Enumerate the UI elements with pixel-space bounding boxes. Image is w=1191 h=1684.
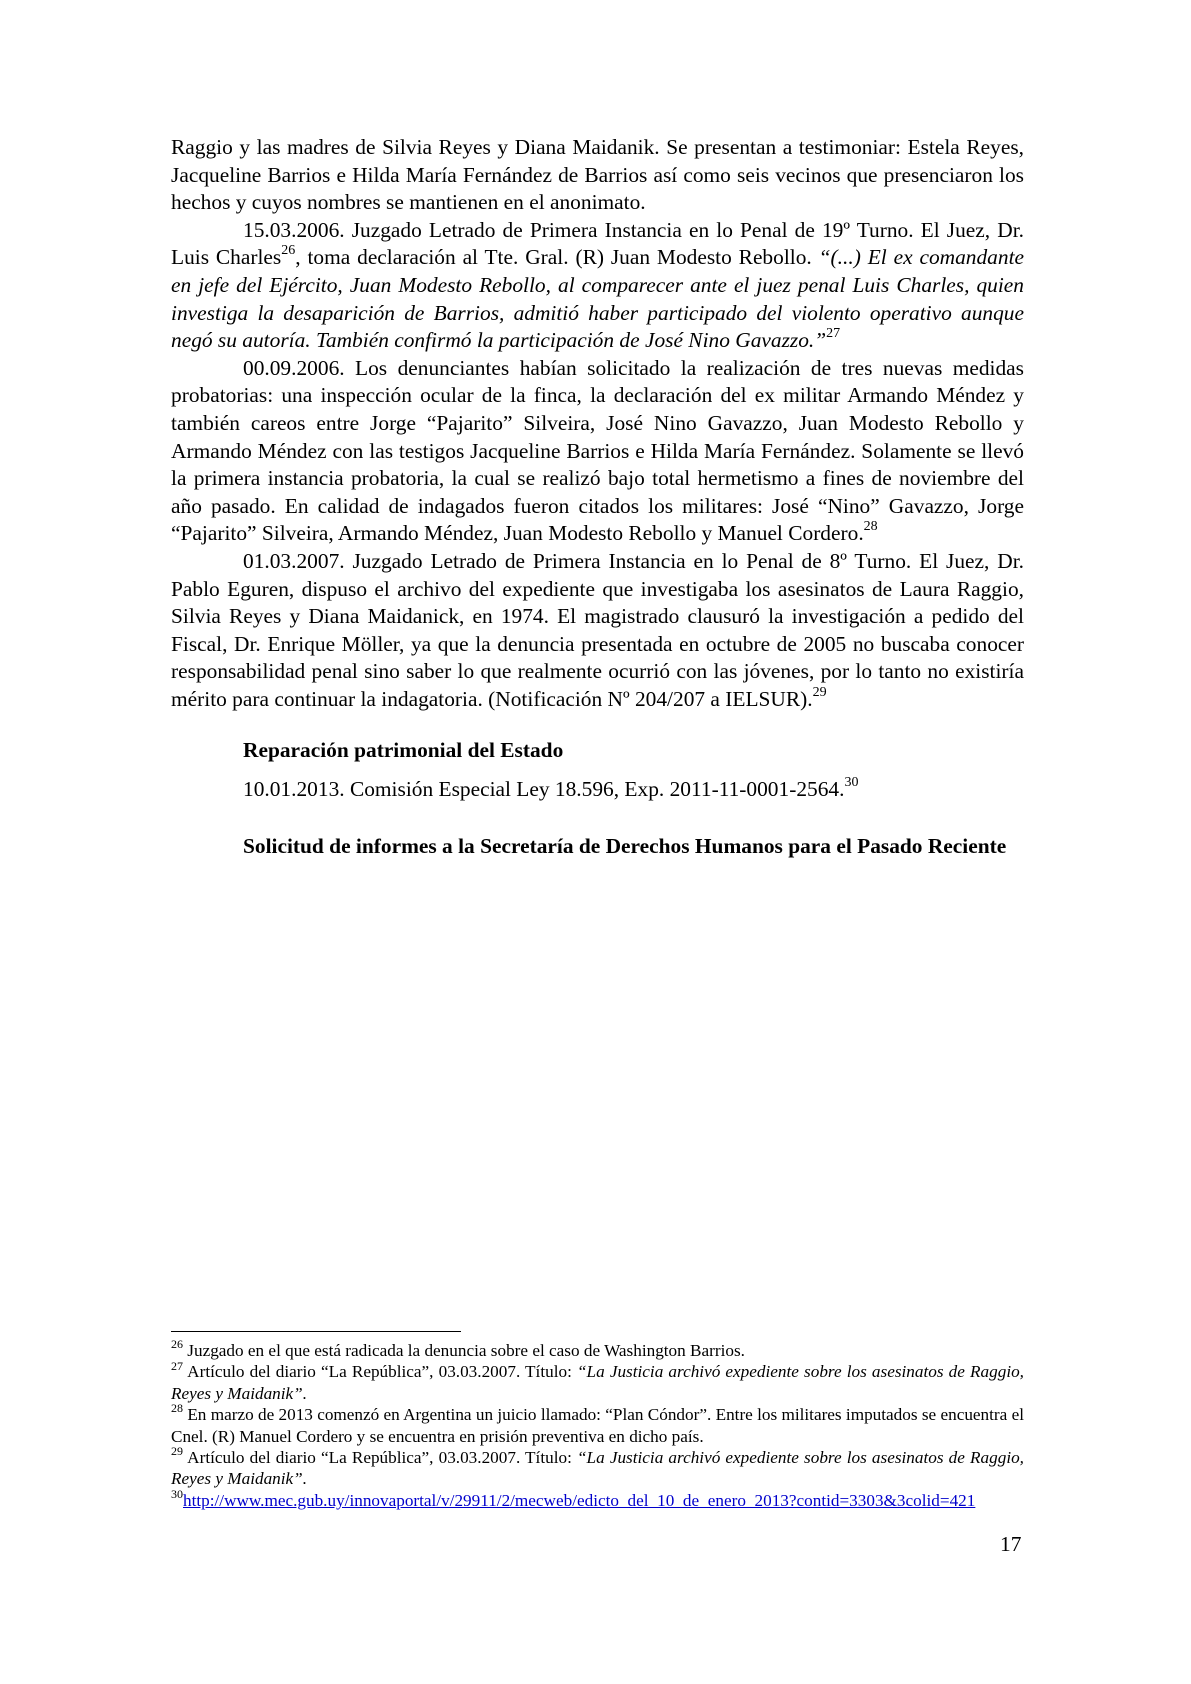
section-heading-solicitud: Solicitud de informes a la Secretaría de Derechos Humanos para el Pasado Reciente bbox=[243, 833, 1007, 858]
paragraph-continuation: Raggio y las madres de Silvia Reyes y Diana Maidanik. Se presentan a testimoniar: Estela Reyes, Jacqueline Barrios e Hilda María Fernández de Barrios así como seis vecinos que presenciaron los hechos y cuyos nombres se mantienen en el anonimato. bbox=[171, 135, 1024, 215]
footnote-number: 26 bbox=[171, 1337, 183, 1352]
quote-text: “(...) El ex comandante en jefe del Ejército, Juan Modesto Rebollo, al comparecer ante el juez penal Luis Charles, quien investiga la desaparición de Barrios, admitió haber participado del violento operativo aunque negó su autoría. También confirmó la participación de José Nino Gavazzo.” bbox=[171, 245, 1025, 353]
footnote-text: Artículo del diario “La República”, 03.03.2007. Título: bbox=[183, 1448, 577, 1468]
page-number: 17 bbox=[1000, 1532, 1022, 1556]
footnote-ref-27[interactable]: 27 bbox=[826, 326, 841, 342]
reparacion-entry bbox=[171, 776, 1024, 804]
footnote-30 bbox=[171, 1487, 1024, 1511]
footnote-ref-26[interactable]: 26 bbox=[281, 243, 296, 259]
footnote-link[interactable]: http://www.mec.gub.uy/innovaportal/v/29911/2/mecweb/edicto_del_10_de_enero_2013?contid=3303&3colid=421 bbox=[183, 1490, 976, 1510]
footnote-text: En marzo de 2013 comenzó en Argentina un juicio llamado: “Plan Cóndor”. Entre los militares imputados se encuentra el Cnel. (R) Manuel Cordero y se encuentra en prisión preventiva en dicho país. bbox=[171, 1405, 1024, 1446]
footnote-text: Juzgado en el que está radicada la denuncia sobre el caso de Washington Barrios. bbox=[183, 1341, 745, 1360]
reparacion-entry-text: 10.01.2013. Comisión Especial Ley 18.596, Exp. 2011-11-0001-2564. bbox=[243, 777, 845, 802]
footnote-ref-30[interactable]: 30 bbox=[844, 774, 859, 790]
paragraph-2006-03 bbox=[171, 217, 1024, 355]
paragraph-text: , toma declaración al Tte. Gral. (R) Juan Modesto Rebollo. bbox=[295, 245, 819, 270]
footnote-title: “La Justicia archivó expediente sobre los asesinatos de Raggio, Reyes y Maidanik”. bbox=[171, 1448, 1024, 1489]
footnote-title: “La Justicia archivó expediente sobre los asesinatos de Raggio, Reyes y Maidanik”. bbox=[171, 1362, 1024, 1403]
footnote-text: Artículo del diario “La República”, 03.03.2007. Título: bbox=[183, 1362, 577, 1382]
footnote-number: 27 bbox=[171, 1358, 183, 1373]
body-text bbox=[171, 134, 1024, 860]
paragraph-text: 00.09.2006. Los denunciantes habían solicitado la realización de tres nuevas medidas probatorias: una inspección ocular de la finca, la declaración del ex militar Armando Méndez y también careos entre Jorge “Pajarito” Silveira, José Nino Gavazzo, Juan Modesto Rebollo y Armando Méndez con las testigos Jacqueline Barrios e Hilda María Fernández. Solamente se llevó la primera instancia probatoria, la cual se realizó bajo total hermetismo a fines de noviembre del año pasado. En calidad de indagados fueron citados los militares: José “Nino” Gavazzo, Jorge “Pajarito” Silveira, Armando Méndez, Juan Modesto Rebollo y Manuel Cordero. bbox=[171, 355, 1024, 546]
footnote-number: 30 bbox=[171, 1487, 183, 1502]
paragraph-2007-03 bbox=[171, 548, 1024, 714]
footnote-29 bbox=[171, 1444, 1024, 1490]
paragraph-2006-09 bbox=[171, 355, 1024, 548]
footnote-28 bbox=[171, 1401, 1024, 1447]
footnote-26 bbox=[171, 1337, 1024, 1361]
footnote-27 bbox=[171, 1358, 1024, 1404]
paragraph-text: 01.03.2007. Juzgado Letrado de Primera Instancia en lo Penal de 8º Turno. El Juez, Dr. Pablo Eguren, dispuso el archivo del expediente que investigaba los asesinatos de Laura Raggio, Silvia Reyes y Diana Maidanick, en 1974. El magistrado clausuró la investigación a pedido del Fiscal, Dr. Enrique Möller, ya que la denuncia presentada en octubre de 2005 no buscaba conocer responsabilidad penal sino saber lo que realmente ocurrió con las jóvenes, por lo tanto no existiría mérito para continuar la indagatoria. (Notificación Nº 204/207 a IELSUR). bbox=[171, 548, 1024, 711]
footnote-ref-28[interactable]: 28 bbox=[863, 519, 878, 535]
footnote-number: 29 bbox=[171, 1444, 183, 1459]
footnotes bbox=[171, 1337, 1024, 1511]
footnote-number: 28 bbox=[171, 1401, 183, 1416]
footnote-separator bbox=[171, 1331, 461, 1332]
paragraph-text: 15.03.2006. Juzgado Letrado de Primera Instancia en lo Penal de 19º Turno. El Juez, Dr. Luis Charles bbox=[171, 217, 1024, 270]
section-heading-reparacion: Reparación patrimonial del Estado bbox=[243, 738, 564, 763]
footnote-ref-29[interactable]: 29 bbox=[812, 684, 827, 700]
